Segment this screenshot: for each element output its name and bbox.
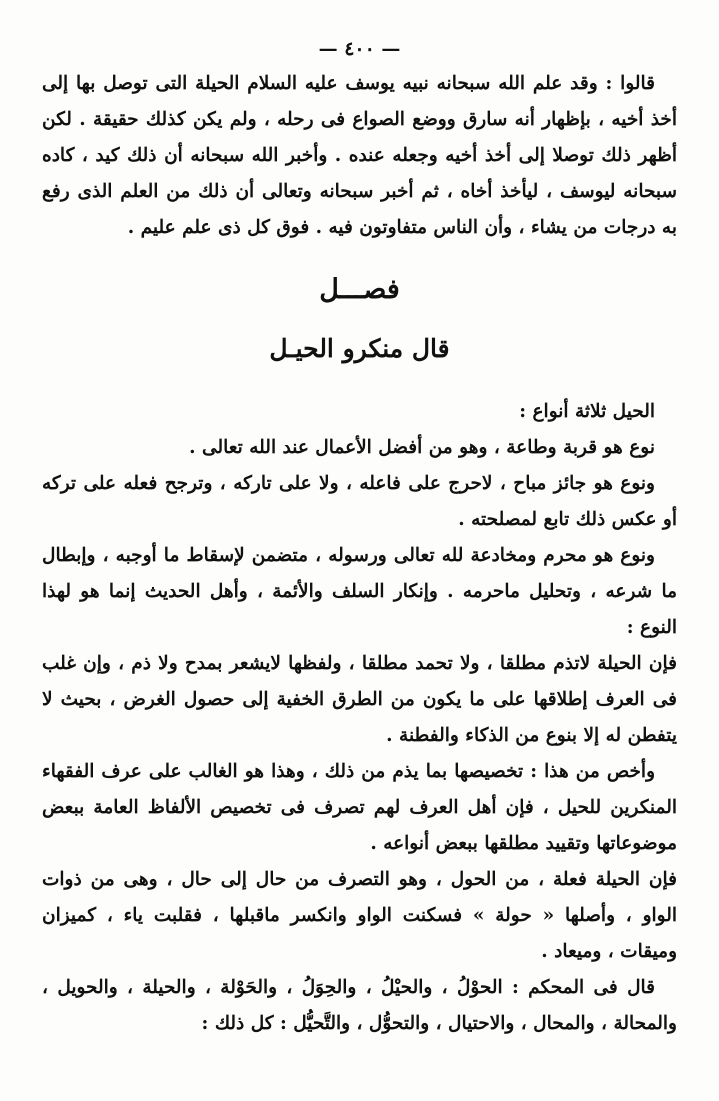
body-paragraph-types-intro: الحيل ثلاثة أنواع : <box>519 401 655 422</box>
body-paragraph-type-one: نوع هو قربة وطاعة ، وهو من أفضل الأعمال عند الله تعالى . <box>189 437 655 458</box>
spacer <box>42 376 677 394</box>
intro-paragraph: قالوا : وقد علم الله سبحانه نبيه يوسف عليه السلام الحيلة التى توصل بها إلى أخذ أخيه ، بإظهار أنه سارق ووضع الصواع فى رحله ، ولم يكن كذلك حقيقة . لكن أظهر ذلك توصلا إلى أخذ أخيه وجعله عنده . وأخبر الله سبحانه أن ذلك كيد ، كاده سبحانه ليوسف ، ليأخذ أخاه ، ثم أخبر سبحانه وتعالى أن ذلك من العلم الذى رفع به درجات من يشاء ، وأن الناس متفاوتون فيه . فوق كل ذى علم عليم . <box>42 73 677 238</box>
section-subheading: قال منكرو الحيـل <box>269 334 450 363</box>
body-paragraph-muhkam: قال فى المحكم : الحوْلُ ، والحيْلُ ، والحِوَلُ ، والحَوْلة ، والحيلة ، والحويل ، والمحالة ، والمحال ، والاحتيال ، والتحوُّل ، والتَّحيُّل : كل ذلك : <box>42 977 677 1034</box>
page-number: — ٤٠٠ — <box>318 38 401 60</box>
body-paragraph-type-two: ونوع هو جائز مباح ، لاحرج على فاعله ، ولا على تاركه ، وترجح فعله على تركه أو عكس ذلك تابع لمصلحته . <box>42 473 677 530</box>
body-paragraph-hila-meaning: فإن الحيلة لاتذم مطلقا ، ولا تحمد مطلقا ، ولفظها لايشعر بمدح ولا ذم ، وإن غلب فى العرف إطلاقها على ما يكون من الطرق الخفية إلى حصول الغرض ، بحيث لا يتفطن له إلا بنوع من الذكاء والفطنة . <box>42 653 677 746</box>
body-paragraph-specific: وأخص من هذا : تخصيصها بما يذم من ذلك ، وهذا هو الغالب على عرف الفقهاء المنكرين للحيل ، فإن أهل العرف لهم تصرف فى تخصيص الألفاظ العامة ببعض موضوعاتها وتقييد مطلقها ببعض أنواعه . <box>42 761 677 854</box>
body-paragraph-type-three: ونوع هو محرم ومخادعة لله تعالى ورسوله ، متضمن لإسقاط ما أوجبه ، وإبطال ما شرعه ، وتحليل ماحرمه . وإنكار السلف والأئمة ، وأهل الحديث إنما هو لهذا النوع : <box>42 545 677 638</box>
body-paragraph-etymology: فإن الحيلة فعلة ، من الحول ، وهو التصرف من حال إلى حال ، وهى من ذوات الواو ، وأصلها « حولة » فسكنت الواو وانكسر ماقبلها ، فقلبت ياء ، كميزان وميقات ، وميعاد . <box>42 869 677 962</box>
section-heading: فصـــل <box>319 274 400 305</box>
